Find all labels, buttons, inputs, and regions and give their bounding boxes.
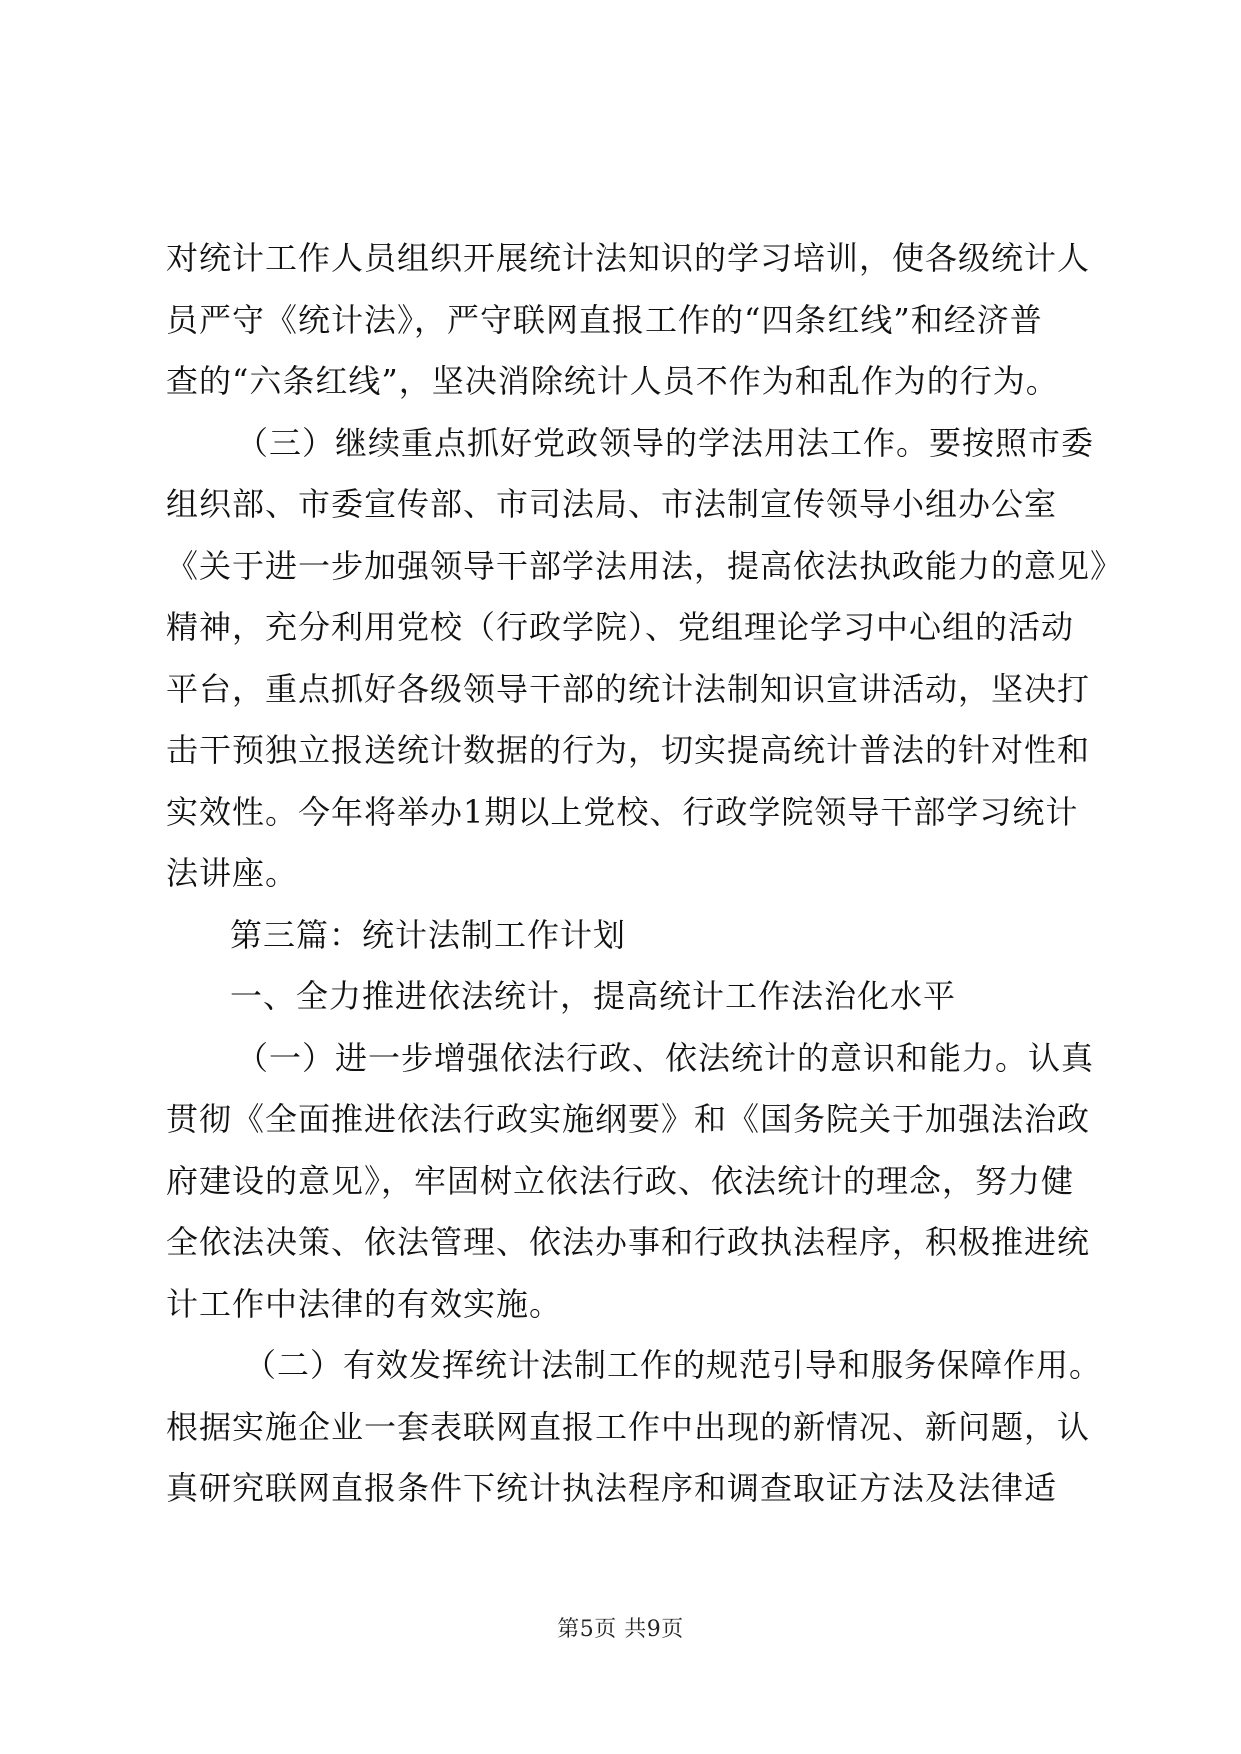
text-line: 平台，重点抓好各级领导干部的统计法制知识宣讲活动，坚决打: [166, 669, 1091, 708]
text-line: 府建设的意见》，牢固树立依法行政、依法统计的理念，努力健: [166, 1161, 1075, 1200]
text-line: 精神，充分利用党校（行政学院）、党组理论学习中心组的活动: [166, 608, 1075, 646]
text-line: 击干预独立报送统计数据的行为，切实提高统计普法的针对性和: [166, 731, 1091, 769]
text-line: 真研究联网直报条件下统计执法程序和调查取证方法及法律适: [166, 1469, 1058, 1507]
text-line: 一、全力推进依法统计，提高统计工作法治化水平: [230, 977, 957, 1015]
text-line: 全依法决策、依法管理、依法办事和行政执法程序，积极推进统: [166, 1223, 1091, 1261]
text-line: 员严守《统计法》，严守联网直报工作的“四条红线”和经济普: [166, 300, 1043, 339]
text-line: 贯彻《全面推进依法行政实施纲要》和《国务院关于加强法治政: [166, 1100, 1091, 1138]
text-line: 根据实施企业一套表联网直报工作中出现的新情况、新问题，认: [166, 1407, 1091, 1446]
text-line: 法讲座。: [166, 854, 299, 892]
text-line: 查的“六条红线”，坚决消除统计人员不作为和乱作为的行为。: [166, 362, 1059, 400]
document-body: [166, 228, 1124, 1520]
text-line: 对统计工作人员组织开展统计法知识的学习培训，使各级统计人: [166, 239, 1091, 277]
text-line: 组织部、市委宣传部、市司法局、市法制宣传领导小组办公室: [166, 485, 1058, 523]
text-line: （一）进一步增强依法行政、依法统计的意识和能力。认真: [236, 1038, 1095, 1077]
page-footer: 第5页 共9页: [557, 1617, 684, 1642]
text-line: （二）有效发挥统计法制工作的规范引导和服务保障作用。: [244, 1346, 1103, 1384]
text-line: 《关于进一步加强领导干部学法用法，提高依法执政能力的意见》: [166, 546, 1124, 585]
text-line: （三）继续重点抓好党政领导的学法用法工作。要按照市委: [236, 423, 1095, 462]
text-line: 实效性。今年将举办1期以上党校、行政学院领导干部学习统计: [166, 792, 1079, 831]
text-line: 计工作中法律的有效实施。: [166, 1284, 563, 1323]
text-line: 第三篇：统计法制工作计划: [230, 915, 627, 954]
